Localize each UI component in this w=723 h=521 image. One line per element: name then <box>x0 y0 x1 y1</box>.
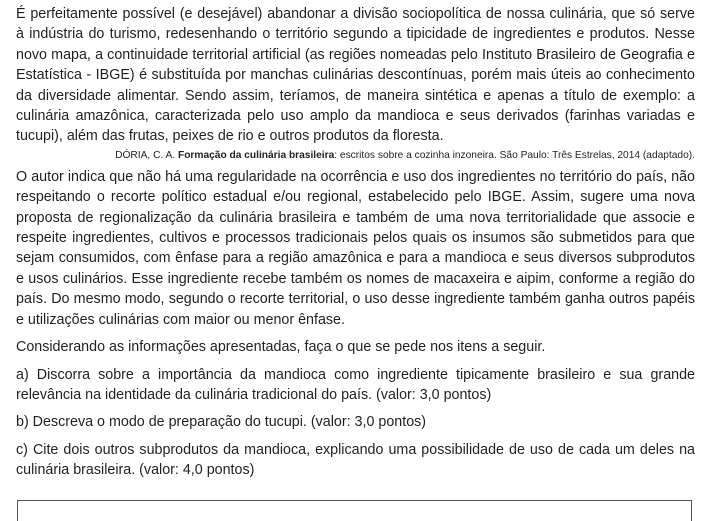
citation-author: DÓRIA, C. A. <box>115 149 178 161</box>
item-b: b) Descreva o modo de preparação do tucupi. (valor: 3,0 pontos) <box>16 414 427 431</box>
item-a: a) Discorra sobre a importância da mandioca como ingrediente tipicamente brasileiro e sua grande relevância na identidade da culinária tradicional do país. (valor: 3,0 pontos) <box>16 366 695 403</box>
question-page <box>16 4 695 481</box>
excerpt-paragraph: É perfeitamente possível (e desejável) abandonar a divisão sociopolítica de nossa culinária, que só serve à indústria do turismo, redesenhando o território segundo a tipicidade de ingredientes e produtos. Nesse novo mapa, a continuidade territorial artificial (as regiões nomeadas pelo Instituto Brasileiro de Geografia e Estatística - IBGE) é substituída por manchas culinárias descontínuas, porém mais úteis ao conhecimento da diversidade alimentar. Sendo assim, teríamos, de maneira sintética e apenas a título de exemplo: a culinária amazônica, caracterizada pelo uso amplo da mandioca e seus derivados (farinhas variadas e tucupi), além das frutas, peixes de rio e outros produtos da floresta. <box>16 6 695 145</box>
citation-title: Formação da culinária brasileira <box>177 149 335 161</box>
answer-box[interactable] <box>17 500 692 521</box>
context-paragraph: O autor indica que não há uma regularidade na ocorrência e uso dos ingredientes no território do país, não respeitando o recorte político estadual e/ou regional, estabelecido pelo IBGE. Assim, sugere uma nova proposta de regionalização da culinária brasileira e também de uma nova territorialidade que associe e respeite ingredientes, cultivos e processos tradicionais pelos quais os insumos são submetidos para que sejam consumidos, com ênfase para a região amazônica e para a mandioca e seus diversos subprodutos e usos culinários. Esse ingrediente recebe também os nomes de macaxeira e aipim, conforme a região do país. Do mesmo modo, segundo o recorte territorial, o uso desse ingrediente também ganha outros papéis e utilizações culinárias com maior ou menor ênfase. <box>16 168 695 328</box>
item-c: c) Cite dois outros subprodutos da mandioca, explicando uma possibilidade de uso de cada um deles na culinária brasileira. (valor: 4,0 pontos) <box>16 441 695 479</box>
citation-rest: : escritos sobre a cozinha inzoneira. São Paulo: Três Estrelas, 2014 (adaptado). <box>334 149 695 161</box>
instruction-text: Considerando as informações apresentadas, faça o que se pede nos itens a seguir. <box>16 339 546 356</box>
citation <box>16 149 695 163</box>
